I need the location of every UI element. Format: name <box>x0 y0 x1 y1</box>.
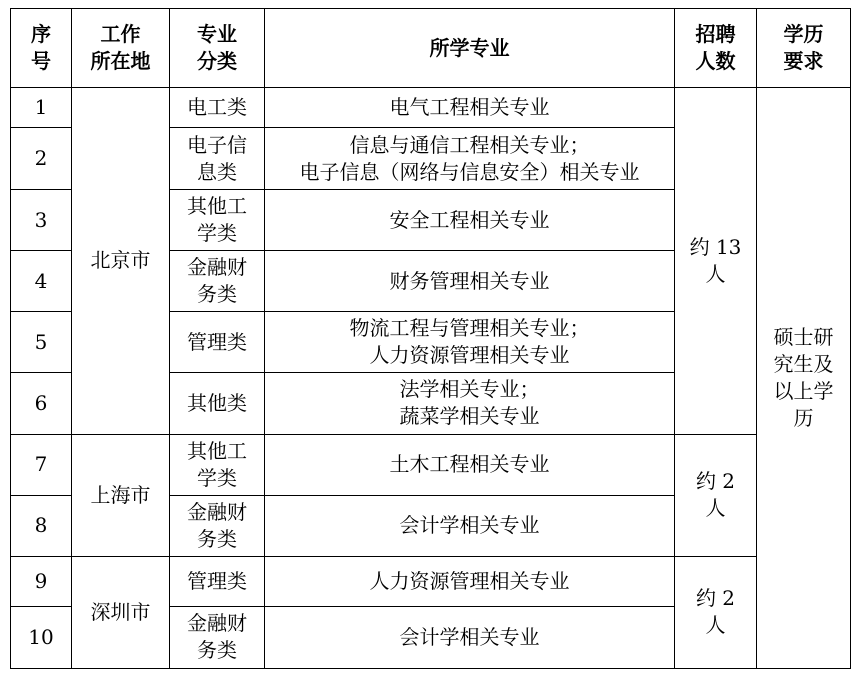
row-category: 金融财 务类 <box>170 606 265 668</box>
row-seq: 3 <box>11 190 72 251</box>
header-seq: 序 号 <box>11 9 72 88</box>
row-seq: 9 <box>11 556 72 606</box>
table-row <box>11 434 851 495</box>
row-major: 物流工程与管理相关专业； 人力资源管理相关专业 <box>265 312 675 373</box>
table-row <box>11 556 851 606</box>
recruitment-table <box>10 8 851 669</box>
header-education: 学历 要求 <box>757 9 851 88</box>
row-major: 电气工程相关专业 <box>265 88 675 128</box>
row-category: 管理类 <box>170 556 265 606</box>
row-major: 安全工程相关专业 <box>265 190 675 251</box>
row-seq: 1 <box>11 88 72 128</box>
header-count: 招聘 人数 <box>675 9 757 88</box>
row-major: 会计学相关专业 <box>265 606 675 668</box>
location-beijing: 北京市 <box>72 88 170 435</box>
row-major: 人力资源管理相关专业 <box>265 556 675 606</box>
row-seq: 5 <box>11 312 72 373</box>
row-seq: 10 <box>11 606 72 668</box>
row-major: 土木工程相关专业 <box>265 434 675 495</box>
table-row <box>11 88 851 128</box>
row-seq: 7 <box>11 434 72 495</box>
row-seq: 8 <box>11 495 72 556</box>
row-category: 其他类 <box>170 373 265 434</box>
row-category: 管理类 <box>170 312 265 373</box>
row-seq: 6 <box>11 373 72 434</box>
row-major: 会计学相关专业 <box>265 495 675 556</box>
count-beijing: 约 13 人 <box>675 88 757 435</box>
row-category: 电子信 息类 <box>170 128 265 190</box>
header-major: 所学专业 <box>265 9 675 88</box>
count-shenzhen: 约 2 人 <box>675 556 757 668</box>
location-shenzhen: 深圳市 <box>72 556 170 668</box>
row-major: 财务管理相关专业 <box>265 251 675 312</box>
row-category: 金融财 务类 <box>170 251 265 312</box>
header-row <box>11 9 851 88</box>
row-major: 信息与通信工程相关专业； 电子信息（网络与信息安全）相关专业 <box>265 128 675 190</box>
row-seq: 4 <box>11 251 72 312</box>
header-location: 工作 所在地 <box>72 9 170 88</box>
header-category: 专业 分类 <box>170 9 265 88</box>
row-category: 金融财 务类 <box>170 495 265 556</box>
row-category: 其他工 学类 <box>170 434 265 495</box>
education-requirement: 硕士研 究生及 以上学 历 <box>757 88 851 669</box>
row-major: 法学相关专业； 蔬菜学相关专业 <box>265 373 675 434</box>
location-shanghai: 上海市 <box>72 434 170 556</box>
count-shanghai: 约 2 人 <box>675 434 757 556</box>
row-category: 电工类 <box>170 88 265 128</box>
row-category: 其他工 学类 <box>170 190 265 251</box>
row-seq: 2 <box>11 128 72 190</box>
